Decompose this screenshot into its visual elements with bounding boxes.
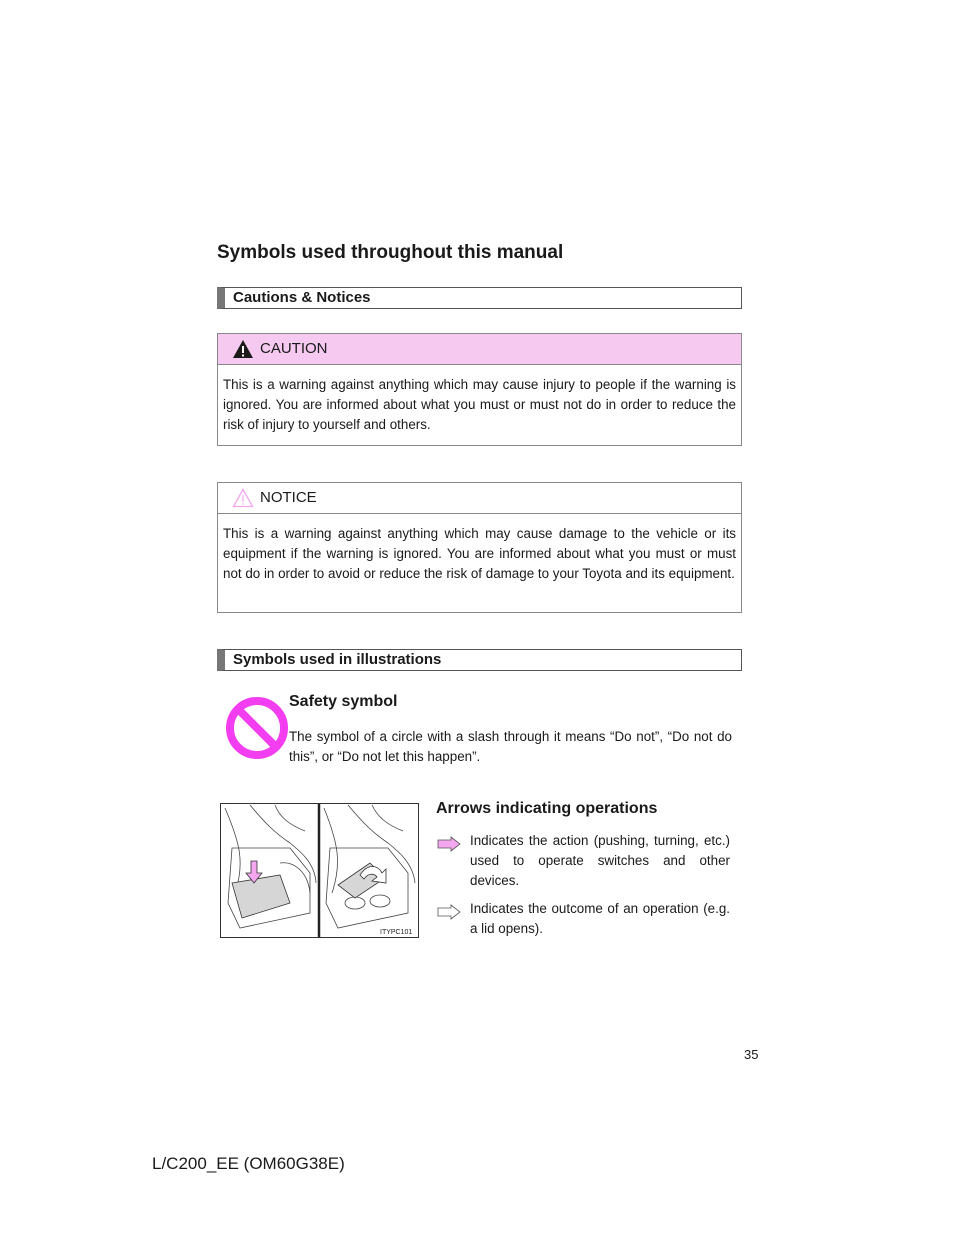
safety-symbol-title: Safety symbol xyxy=(289,693,398,710)
illustration-code: ITYPC101 xyxy=(380,929,413,936)
notice-box xyxy=(217,482,742,613)
notice-text: This is a warning against anything which may cause damage to the vehicle or its equipment if the warning is ignored. You are informed about what you must or must not do in order to avoid or reduce the risk of damage to your Toyota and its equipment. xyxy=(223,526,736,581)
arrows-title: Arrows indicating operations xyxy=(436,800,658,817)
notice-label: NOTICE xyxy=(260,489,317,506)
action-arrow-text: Indicates the action (pushing, turning, etc.) used to operate switches and other devices. xyxy=(470,833,730,888)
caution-warning-icon xyxy=(232,339,254,359)
notice-header xyxy=(218,483,741,514)
section-header-cautions xyxy=(217,287,742,309)
console-illustration xyxy=(220,803,419,938)
page-number: 35 xyxy=(744,1047,759,1062)
notice-warning-icon xyxy=(232,488,254,508)
caution-header xyxy=(218,334,741,365)
caution-text: This is a warning against anything which may cause injury to people if the warning is ignored. You are informed about what you must or must not do in order to reduce the risk of injury to yourself and others. xyxy=(223,377,736,432)
page-title: Symbols used throughout this manual xyxy=(217,242,564,263)
outcome-arrow-icon xyxy=(437,904,461,920)
document-code: L/C200_EE (OM60G38E) xyxy=(152,1154,345,1173)
caution-box xyxy=(217,333,742,446)
prohibition-icon xyxy=(224,695,290,761)
caution-label: CAUTION xyxy=(260,340,328,357)
section-header-label: Cautions & Notices xyxy=(233,289,371,306)
action-arrow-icon xyxy=(437,836,461,852)
outcome-arrow-text: Indicates the outcome of an operation (e.g. a lid opens). xyxy=(470,901,730,936)
safety-symbol-text: The symbol of a circle with a slash through it means “Do not”, “Do not do this”, or “Do not let this happen”. xyxy=(289,729,732,764)
section-header-illustrations xyxy=(217,649,742,671)
section-header-label: Symbols used in illustrations xyxy=(233,651,442,668)
